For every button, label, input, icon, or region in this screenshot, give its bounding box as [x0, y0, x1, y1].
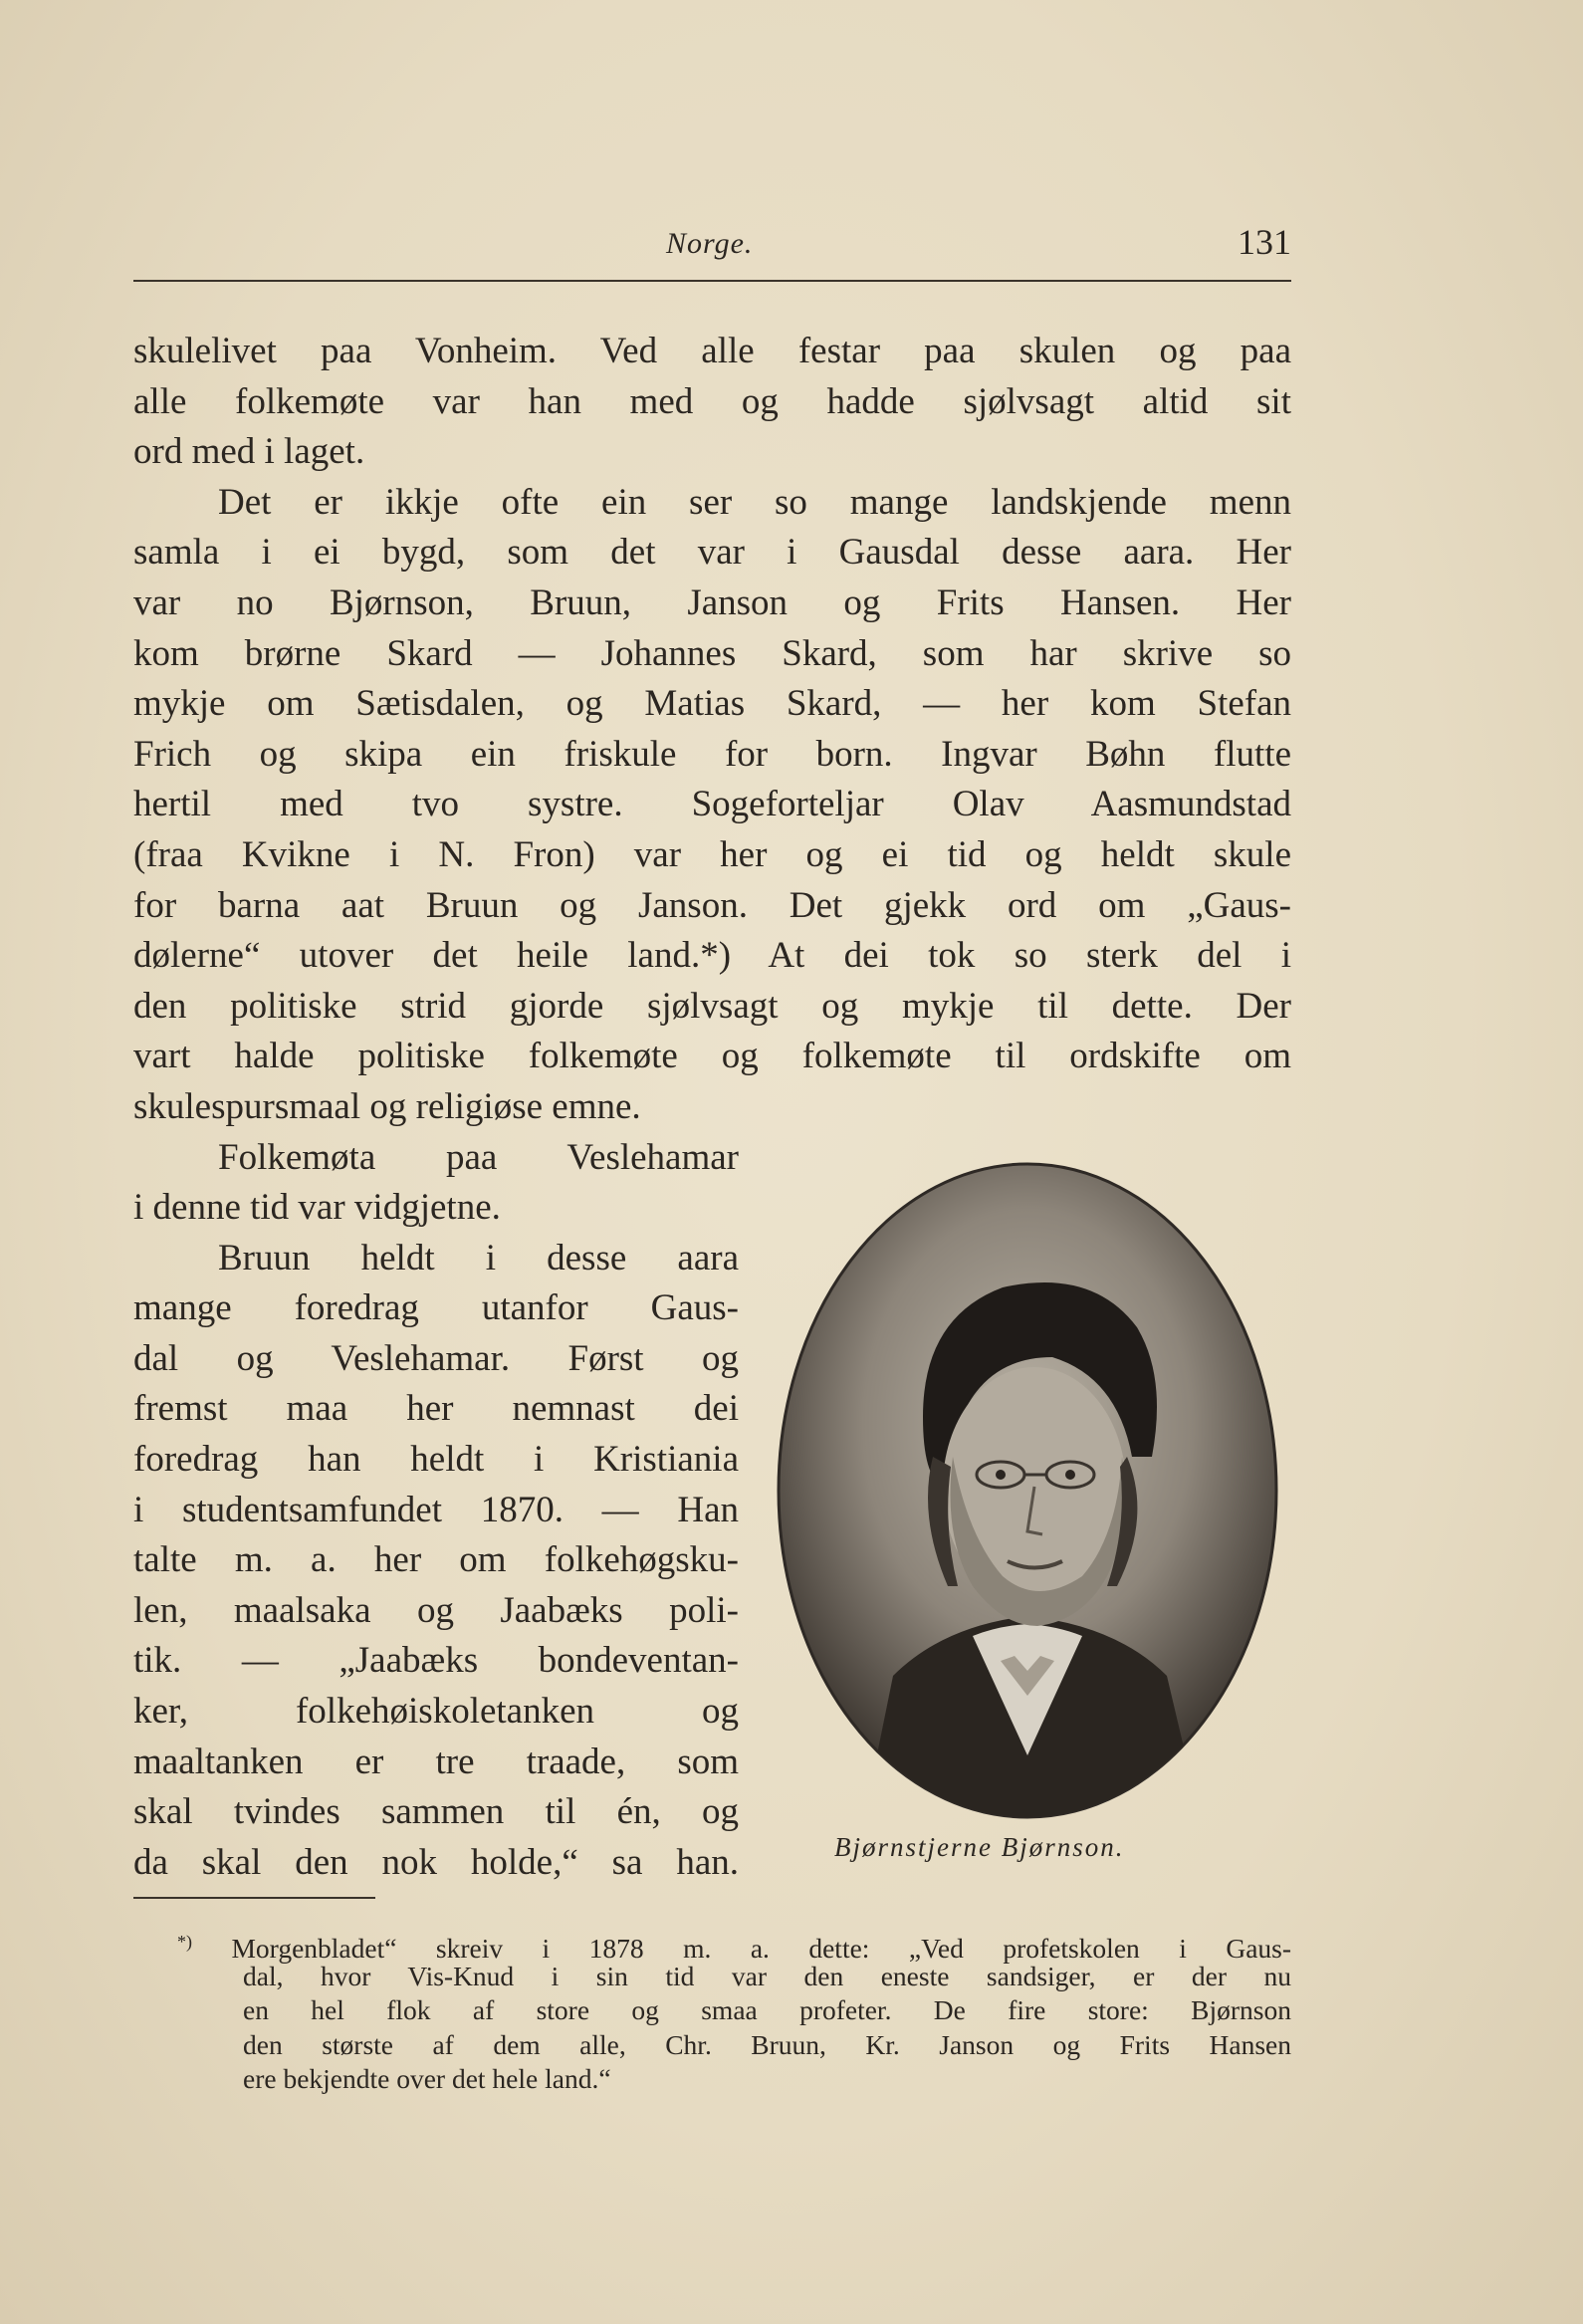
column-line: da skal den nok holde,“ sa han.	[133, 1841, 739, 1883]
column-line: Bruun heldt i desse aara	[218, 1237, 739, 1278]
portrait-caption: Bjørnstjerne Bjørnson.	[834, 1832, 1125, 1862]
page-number: 131	[1238, 222, 1291, 262]
body-line: hertil med tvo systre. Sogeforteljar Olav Aasmundstad	[133, 784, 1291, 825]
body-line: skulespursmaal og religiøse emne.	[133, 1085, 641, 1127]
running-header	[133, 221, 1291, 281]
footnote-line: den største af dem alle, Chr. Bruun, Kr. Janson og Frits Hansen	[243, 2028, 1291, 2060]
body-line: samla i ei bygd, som det var i Gausdal desse aara. Her	[133, 532, 1291, 574]
body-line: vart halde politiske folkemøte og folkemøte til ordskifte om	[133, 1036, 1291, 1077]
body-line: mykje om Sætisdalen, og Matias Skard, — her kom Stefan	[133, 683, 1291, 725]
column-line: ker, folkehøiskoletanken og	[133, 1691, 739, 1733]
header-rule	[133, 280, 1291, 282]
column-line: tik. — „Jaabæks bondeventan-	[133, 1640, 739, 1682]
footnote-rule	[133, 1897, 375, 1899]
column-line: len, maalsaka og Jaabæks poli-	[133, 1589, 739, 1631]
column-line: i denne tid var vidgjetne.	[133, 1187, 501, 1229]
column-line: Folkemøta paa Veslehamar	[218, 1136, 739, 1178]
footnote	[177, 1925, 1291, 2097]
footnote-line	[177, 1925, 1292, 1965]
column-line: maaltanken er tre traade, som	[133, 1741, 739, 1782]
portrait-engraving	[774, 1158, 1281, 1823]
column-line: dal og Veslehamar. Først og	[133, 1337, 739, 1379]
column-line: foredrag han heldt i Kristiania	[133, 1439, 739, 1481]
footnote-line: en hel flok af store og smaa profeter. De fire store: Bjørnson	[243, 1994, 1291, 2025]
body-line: var no Bjørnson, Bruun, Janson og Frits Hansen. Her	[133, 581, 1291, 623]
body-line: den politiske strid gjorde sjølvsagt og mykje til dette. Der	[133, 985, 1291, 1027]
portrait-image	[774, 1158, 1281, 1823]
column-line: fremst maa her nemnast dei	[133, 1388, 739, 1430]
footnote-line: ere bekjendte over det hele land.“	[243, 2063, 611, 2094]
body-line: for barna aat Bruun og Janson. Det gjekk ord om „Gaus-	[133, 884, 1291, 926]
body-line: ord med i laget.	[133, 431, 365, 473]
body-line: Det er ikkje ofte ein ser so mange landskjende menn	[218, 481, 1291, 523]
footnote-text: Morgenbladet“ skreiv i 1878 m. a. dette: „Ved profetskolen i Gaus-	[231, 1933, 1292, 1965]
running-title: Norge.	[666, 227, 754, 260]
body-line: dølerne“ utover det heile land.*) At dei tok so sterk del i	[133, 935, 1291, 977]
column-line: skal tvindes sammen til én, og	[133, 1791, 739, 1833]
footnote-marker: *)	[177, 1932, 192, 1952]
column-line: i studentsamfundet 1870. — Han	[133, 1489, 739, 1530]
body-line: kom brørne Skard — Johannes Skard, som har skrive so	[133, 632, 1291, 674]
column-line: talte m. a. her om folkehøgsku-	[133, 1539, 739, 1581]
body-line: alle folkemøte var han med og hadde sjølvsagt altid sit	[133, 380, 1291, 422]
column-line: mange foredrag utanfor Gaus-	[133, 1287, 739, 1329]
footnote-line: dal, hvor Vis-Knud i sin tid var den eneste sandsiger, er der nu	[243, 1960, 1291, 1991]
body-line: (fraa Kvikne i N. Fron) var her og ei tid og heldt skule	[133, 833, 1291, 875]
body-line: Frich og skipa ein friskule for born. Ingvar Bøhn flutte	[133, 733, 1291, 775]
body-line: skulelivet paa Vonheim. Ved alle festar paa skulen og paa	[133, 331, 1291, 371]
